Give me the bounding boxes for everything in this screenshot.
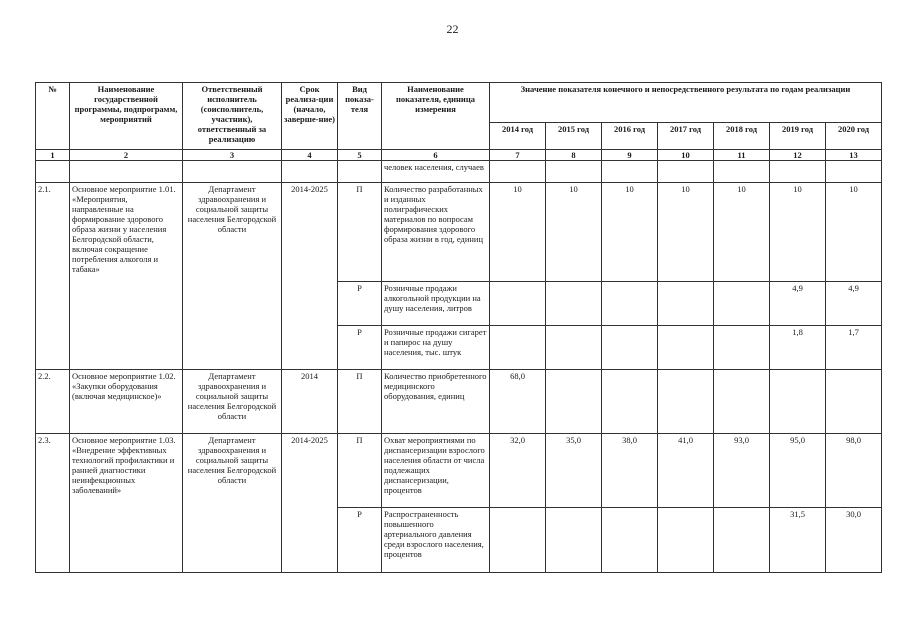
header-year: 2019 год: [770, 122, 826, 149]
indicator-type: П: [338, 434, 382, 508]
value-cell: [658, 508, 714, 573]
header-executor: Ответственный исполнитель (соисполнитель, участник), ответственный за реализацию: [183, 83, 282, 150]
column-number: 12: [770, 150, 826, 161]
executor-name: Департамент здравоохранения и социальной защиты населения Белгородской области: [183, 183, 282, 370]
column-number: 8: [546, 150, 602, 161]
value-cell: [714, 508, 770, 573]
column-number: 4: [282, 150, 338, 161]
indicator-type: Р: [338, 508, 382, 573]
header-year: 2017 год: [658, 122, 714, 149]
value-cell: [602, 282, 658, 326]
column-number: 13: [826, 150, 882, 161]
value-cell: [658, 370, 714, 434]
header-indicator: Наименование показателя, единица измерения: [382, 83, 490, 150]
value-cell: 10: [490, 183, 546, 282]
value-cell: [714, 282, 770, 326]
period: 2014-2025: [282, 434, 338, 573]
value-cell: [546, 370, 602, 434]
value-cell: [490, 326, 546, 370]
page-number: 22: [446, 22, 459, 36]
value-cell: 10: [770, 183, 826, 282]
value-cell: 10: [658, 183, 714, 282]
header-program: Наименование государственной программы, подпрограмм, мероприятий: [70, 83, 183, 150]
column-number: 11: [714, 150, 770, 161]
value-cell: [770, 370, 826, 434]
value-cell: 10: [826, 183, 882, 282]
executor-name: Департамент здравоохранения и социальной защиты населения Белгородской области: [183, 434, 282, 573]
value-cell: 30,0: [826, 508, 882, 573]
table-row: [36, 434, 882, 508]
header-no: №: [36, 83, 70, 150]
value-cell: [602, 370, 658, 434]
value-cell: 35,0: [546, 434, 602, 508]
row-number: 2.3.: [36, 434, 70, 573]
indicator-type: П: [338, 370, 382, 434]
value-cell: [490, 508, 546, 573]
value-cell: 1,7: [826, 326, 882, 370]
executor-name: Департамент здравоохранения и социальной защиты населения Белгородской области: [183, 370, 282, 434]
value-cell: [658, 326, 714, 370]
header-year: 2016 год: [602, 122, 658, 149]
column-number: 10: [658, 150, 714, 161]
value-cell: [546, 508, 602, 573]
value-cell: [714, 326, 770, 370]
header-year: 2020 год: [826, 122, 882, 149]
column-number: 9: [602, 150, 658, 161]
value-cell: [658, 282, 714, 326]
value-cell: 4,9: [826, 282, 882, 326]
program-name: Основное мероприятие 1.03. «Внедрение эффективных технологий профилактики и ранней диагностики неинфекционных заболеваний»: [70, 434, 183, 573]
column-numbers-row: [36, 150, 882, 161]
value-cell: [602, 326, 658, 370]
row-number: 2.1.: [36, 183, 70, 370]
value-cell: 41,0: [658, 434, 714, 508]
value-cell: 68,0: [490, 370, 546, 434]
value-cell: 1,8: [770, 326, 826, 370]
value-cell: [546, 282, 602, 326]
value-cell: 10: [546, 183, 602, 282]
row-number: 2.2.: [36, 370, 70, 434]
value-cell: 32,0: [490, 434, 546, 508]
value-cell: 38,0: [602, 434, 658, 508]
program-name: Основное мероприятие 1.02. «Закупки оборудования (включая медицинское)»: [70, 370, 183, 434]
continuation-text: человек населения, случаев: [382, 161, 490, 183]
table-row: [36, 370, 882, 434]
value-cell: 98,0: [826, 434, 882, 508]
value-cell: 31,5: [770, 508, 826, 573]
column-number: 2: [70, 150, 183, 161]
table-row: [36, 183, 882, 282]
column-number: 7: [490, 150, 546, 161]
value-cell: 4,9: [770, 282, 826, 326]
value-cell: [826, 370, 882, 434]
header-year: 2018 год: [714, 122, 770, 149]
value-cell: 10: [602, 183, 658, 282]
indicator-name: Розничные продажи сигарет и папирос на душу населения, тыс. штук: [382, 326, 490, 370]
header-year: 2015 год: [546, 122, 602, 149]
header-year: 2014 год: [490, 122, 546, 149]
value-cell: 10: [714, 183, 770, 282]
period: 2014: [282, 370, 338, 434]
indicators-table: [35, 82, 882, 573]
indicator-name: Количество разработанных и изданных полиграфических материалов по вопросам формирования здорового образа жизни в год, единиц: [382, 183, 490, 282]
indicator-type: Р: [338, 326, 382, 370]
column-number: 5: [338, 150, 382, 161]
program-name: Основное мероприятие 1.01. «Мероприятия, направленные на формирование здорового образа жизни у населения Белгородской области, включая сокращение потребления алкоголя и табака»: [70, 183, 183, 370]
value-cell: [490, 282, 546, 326]
column-number: 3: [183, 150, 282, 161]
value-cell: [714, 370, 770, 434]
value-cell: [602, 508, 658, 573]
value-cell: 93,0: [714, 434, 770, 508]
header-values-group: Значение показателя конечного и непосредственного результата по годам реализации: [490, 83, 882, 123]
indicator-name: Охват мероприятиями по диспансеризации взрослого населения области от числа подлежащих диспансеризации, процентов: [382, 434, 490, 508]
indicator-name: Распространенность повышенного артериального давления среди взрослого населения, процентов: [382, 508, 490, 573]
value-cell: [546, 326, 602, 370]
period: 2014-2025: [282, 183, 338, 370]
value-cell: 95,0: [770, 434, 826, 508]
header-type: Вид показа-теля: [338, 83, 382, 150]
indicator-type: Р: [338, 282, 382, 326]
indicator-name: Розничные продажи алкогольной продукции на душу населения, литров: [382, 282, 490, 326]
header-period: Срок реализа-ции (начало, заверше-ние): [282, 83, 338, 150]
continuation-row: [36, 161, 882, 183]
column-number: 1: [36, 150, 70, 161]
indicator-name: Количество приобретенного медицинского оборудования, единиц: [382, 370, 490, 434]
indicator-type: П: [338, 183, 382, 282]
column-number: 6: [382, 150, 490, 161]
